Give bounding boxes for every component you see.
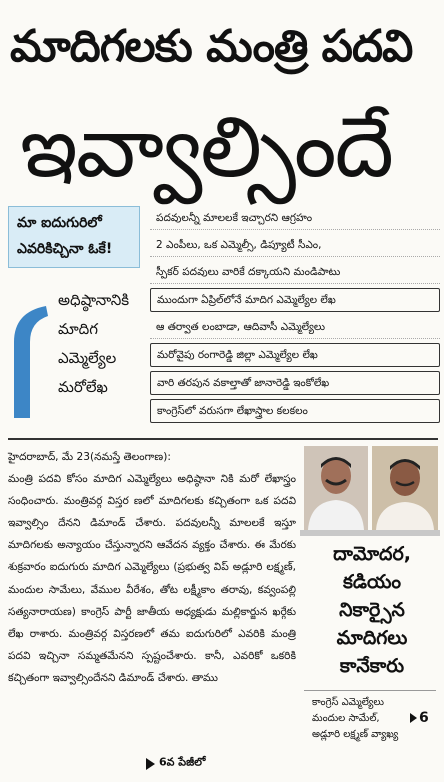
highlight-item: కాంగ్రెస్‌లో వరుసగా లేఖాస్త్రాల కలకలం — [150, 399, 440, 423]
continue-marker — [146, 753, 296, 773]
side-quote-line: మరోలేఖ — [58, 378, 108, 396]
caption-line: కాంగ్రెస్ ఎమ్మెల్యేలు — [312, 697, 384, 708]
article-text: మంత్రి పదవి కోసం మాదిగ ఎమ్మెల్యేలు అధిష్ఠానా నికి మరో లేఖాస్త్రం సంధించారు. మంత్రివర్గ విస్తర ణలో మాదిగలకు కచ్చితంగా ఒక పదవి ఇవ్వాల్సిం దేనని డిమాండ్ చేశారు. పదవులన్నీ మాలలకే ఇస్తూ మాదిగలకు అన్యాయం చేస్తున్నారని ఆవేదన వ్యక్తం చేశారు. ఈ మేరకు శుక్రవారం ఐదుగురు మాదిగ ఎమ్మెల్యేలు (ప్రభుత్వ విప్ అడ్లూరి లక్ష్మణ్, మందుల సామేలు, వేముల వీరేశం, తోట లక్ష్మీకాం తరావు, కవ్వంపల్లి సత్యనారాయణ) కాంగ్రెస్ పార్టీ జాతీయ అధ్యక్షుడు మల్లికార్జున ఖర్గేకు లేఖ రాశారు. మంత్రివర్గ విస్తరణలో తమ ఐదుగురిలో ఎవరికి మంత్రి పదవి ఇచ్చినా సమ్మతమేనని స్పష్టంచేశారు. కానీ, ఎవరికో ఒకరికి కచ్చితంగా ఇవ్వాల్సిందేనని డిమాండ్ చేశారు. తాము — [8, 473, 296, 684]
highlight-item: పదవులన్నీ మాలలకే ఇచ్చారని ఆగ్రహం — [150, 207, 440, 230]
callout-line: దామోదర, — [333, 543, 411, 565]
headline-line-2: ఇవ్వాల్సిందే — [20, 98, 392, 196]
side-quote-line: మాదిగ — [58, 320, 99, 338]
headline-line-1: మాదిగలకు మంత్రి పదవి — [10, 21, 413, 72]
callout-quote — [304, 540, 440, 690]
highlight-item: వారి తరపున వకాల్తాతో జానారెడ్డి ఇంకోలేఖ — [150, 371, 440, 395]
callout-line: మాదిగలు — [336, 627, 408, 649]
arrow-right-icon — [146, 758, 155, 770]
callout-rule — [304, 690, 436, 691]
highlight-item: 2 ఎంపీలు, ఒక ఎమ్మెల్సీ, డిప్యూటీ సీఎం, — [150, 234, 440, 257]
highlight-item: స్పీకర్ పదవులు వారికే దక్కాయని మండిపాటు — [150, 261, 440, 284]
continue-text: 6వ పేజీలో — [159, 755, 206, 769]
callout-line: కానేకారు — [339, 655, 405, 677]
callout-line: కడియం — [342, 571, 402, 593]
arrow-right-icon — [410, 713, 417, 723]
quote-mark-icon — [6, 302, 52, 422]
article-body — [8, 446, 296, 689]
tagline-line-2: ఎవరికిచ్చినా ఓకే! — [17, 241, 113, 257]
side-quote-line: అధిష్ఠానానికి — [58, 291, 130, 309]
caption-page-number: 6 — [419, 710, 429, 726]
highlight-item: ముందుగా ఏప్రిల్‌లోనే మాదిగ ఎమ్మెల్యేల లేఖ — [150, 288, 440, 312]
tagline-box — [8, 206, 140, 268]
highlights-list — [150, 207, 440, 427]
caption-page-ref — [410, 708, 444, 728]
portrait-photo — [304, 446, 368, 530]
highlight-item: ఆ తర్వాత లంబాడా, ఆదివాసీ ఎమ్మెల్యేలు — [150, 316, 440, 339]
highlight-item: మరోవైపు రంగారెడ్డి జిల్లా ఎమ్మెల్యేల లేఖ — [150, 343, 440, 367]
photo-strip — [300, 530, 440, 536]
side-quote-line: ఎమ్మెల్యేల — [58, 349, 117, 367]
side-quote — [58, 286, 150, 426]
article-dateline: హైదరాబాద్, మే 23(నమస్తే తెలంగాణ): — [8, 451, 171, 463]
caption-line: అడ్లూరి లక్ష్మణ్ వ్యాఖ్య — [312, 729, 399, 740]
caption-line: మందుల సామేల్, — [312, 713, 380, 724]
tagline-line-1: మా ఐదుగురిలో — [17, 215, 102, 231]
photo-caption — [312, 695, 410, 743]
portrait-photo — [372, 446, 438, 530]
callout-line: నికార్సైన — [339, 599, 405, 621]
section-divider — [8, 438, 438, 440]
